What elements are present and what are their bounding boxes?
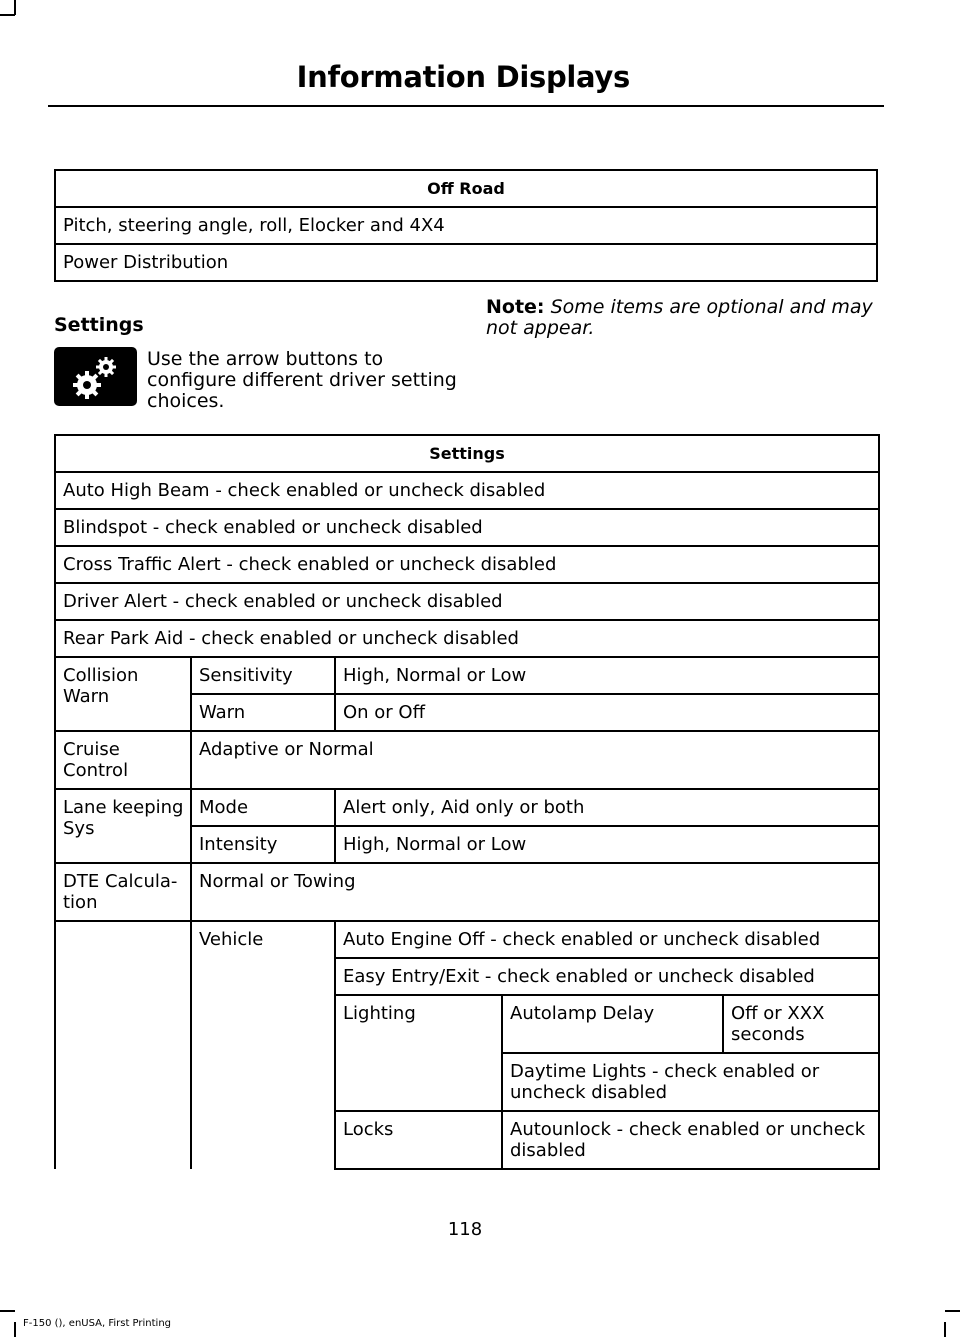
page-number: 118 xyxy=(447,1219,483,1240)
cruise-control-value: Adaptive or Normal xyxy=(191,731,879,789)
dte-calculation-label: DTE Calcula-tion xyxy=(55,863,191,921)
locks-label: Locks xyxy=(335,1111,502,1169)
sensitivity-label: Sensitivity xyxy=(191,657,335,694)
page-title: Information Displays xyxy=(296,60,630,94)
note-text: Some items are optional and may not appear. xyxy=(486,296,873,339)
note-label: Note: xyxy=(486,296,545,318)
edition-footer: F-150 (), enUSA, First Printing xyxy=(23,1318,172,1329)
crop-mark xyxy=(0,1310,15,1312)
gears-icon xyxy=(54,347,137,406)
crop-mark xyxy=(0,14,15,16)
auto-engine-off: Auto Engine Off - check enabled or uncheck disabled xyxy=(335,921,879,958)
autounlock: Autounlock - check enabled or uncheck disabled xyxy=(502,1111,879,1169)
autolamp-delay-label: Autolamp Delay xyxy=(502,995,723,1053)
mode-value: Alert only, Aid only or both xyxy=(335,789,879,826)
easy-entry-exit: Easy Entry/Exit - check enabled or uncheck disabled xyxy=(335,958,879,995)
autolamp-delay-value: Off or XXX seconds xyxy=(723,995,879,1053)
section-heading: Settings xyxy=(54,314,144,336)
crop-mark xyxy=(944,1322,946,1337)
off-road-table xyxy=(54,169,878,282)
intensity-label: Intensity xyxy=(191,826,335,863)
intensity-value: High, Normal or Low xyxy=(335,826,879,863)
daytime-lights: Daytime Lights - check enabled or uncheck disabled xyxy=(502,1053,879,1111)
table-row: Cross Traffic Alert - check enabled or uncheck disabled xyxy=(55,546,879,583)
crop-mark xyxy=(945,1310,960,1312)
crop-mark xyxy=(14,1322,16,1337)
vehicle-label: Vehicle xyxy=(191,921,335,1169)
lane-keeping-label: Lane keeping Sys xyxy=(55,789,191,863)
table-row: Auto High Beam - check enabled or uncheck disabled xyxy=(55,472,879,509)
lighting-label: Lighting xyxy=(335,995,502,1111)
mode-label: Mode xyxy=(191,789,335,826)
dte-calculation-value: Normal or Towing xyxy=(191,863,879,921)
crop-mark xyxy=(14,0,16,15)
table-row: Pitch, steering angle, roll, Elocker and 4X4 xyxy=(55,207,877,244)
sensitivity-value: High, Normal or Low xyxy=(335,657,879,694)
header-divider xyxy=(48,105,884,107)
blank-cell xyxy=(55,921,191,1169)
table-row: Rear Park Aid - check enabled or uncheck disabled xyxy=(55,620,879,657)
table-heading: Settings xyxy=(55,435,879,472)
collision-warn-label: Collision Warn xyxy=(55,657,191,731)
warn-label: Warn xyxy=(191,694,335,731)
cruise-control-label: Cruise Control xyxy=(55,731,191,789)
note xyxy=(486,297,876,339)
table-heading: Off Road xyxy=(55,170,877,207)
table-row: Power Distribution xyxy=(55,244,877,281)
settings-description: Use the arrow buttons to configure different driver setting choices. xyxy=(147,348,457,412)
table-row: Driver Alert - check enabled or uncheck disabled xyxy=(55,583,879,620)
warn-value: On or Off xyxy=(335,694,879,731)
table-row: Blindspot - check enabled or uncheck disabled xyxy=(55,509,879,546)
settings-table xyxy=(54,434,880,1170)
